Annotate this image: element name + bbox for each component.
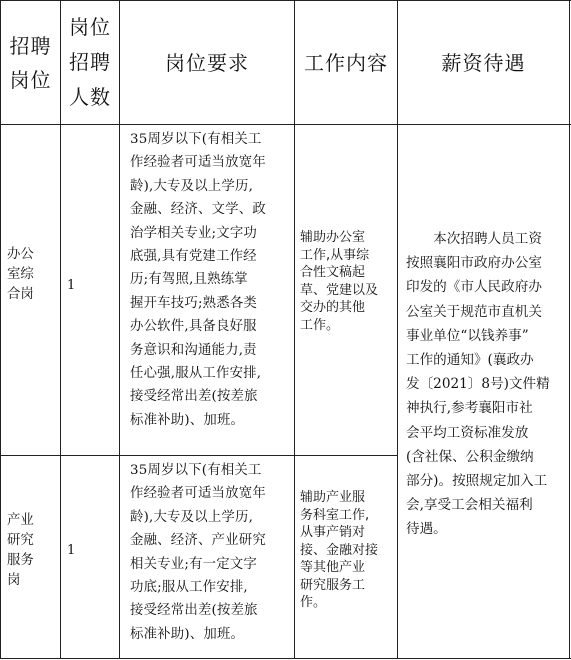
- row2-position: [1, 511, 60, 601]
- row1-count: [61, 278, 119, 302]
- row1-work-text: 辅助办公室 工作,从事综 合性文稿起 草、党建以及 交办的其他 工作。: [300, 230, 379, 333]
- header-position: [1, 1, 60, 124]
- row2-count-text: 1: [67, 543, 76, 558]
- row2-count: [61, 543, 119, 567]
- header-requirements: [120, 1, 294, 124]
- salary-text: 本次招聘人员工资 按照襄阳市政府办公室 印发的《市人民政府办 公室关于规范市直机关 事业单位“以钱养事” 工作的通知》(襄政办 发〔2021〕8号)文件精 神执行,参考襄阳市社 会平均工资标准发放 (含社保、公积金缴纳 部分)。按照规定加入工 会,享受工会相关福利 待遇。: [406, 231, 550, 538]
- row1-count-text: 1: [67, 278, 76, 293]
- row2-work: [295, 489, 397, 629]
- row1-position: [1, 245, 60, 315]
- row1-requirements-text: 35周岁以下(有相关工 作经验者可适当放宽年 龄),大专及以上学历, 金融、经济、文学、政 治学相关专业;文字功 底强,具有党建工作经 历;有驾照,且熟练掌 握开车技巧;熟悉各类 办公软件,具备良好服 务意识和沟通能力,责 任心强,服从工作安排, 接受经常出差(按差旅 标准补助)、加班。: [130, 132, 266, 428]
- header-position-text: 招聘 岗位: [9, 33, 52, 92]
- row2-work-text: 辅助产业服 务科室工作, 从事产销对 接、金融对接 等其他产业 研究服务工 作。: [300, 490, 379, 610]
- header-count-text: 岗位 招聘 人数: [69, 15, 111, 109]
- row1-requirements: [120, 124, 294, 455]
- header-salary-text: 薪资待遇: [441, 50, 526, 75]
- header-requirements-text: 岗位要求: [165, 50, 249, 75]
- row2-requirements-text: 35周岁以下(有相关工 作经验者可适当放宽年 龄),大专及以上学历, 金融、经济、产业研究 相关专业;有一定文字 功底;服从工作安排, 接受经常出差(按差旅 标准补助)、加班。: [130, 463, 266, 642]
- salary-merged-cell: [398, 227, 569, 557]
- header-work-text: 工作内容: [304, 50, 388, 75]
- table-border-bottom: [0, 658, 571, 659]
- row2-requirements: [120, 455, 294, 658]
- table-border-right: [569, 0, 570, 659]
- header-work: [295, 1, 397, 124]
- row1-position-text: 办公 室综 合岗: [7, 247, 34, 302]
- header-count: [61, 1, 119, 124]
- row2-position-text: 产业 研究 服务 岗: [7, 513, 34, 588]
- row1-work: [295, 229, 397, 349]
- header-salary: [398, 1, 569, 124]
